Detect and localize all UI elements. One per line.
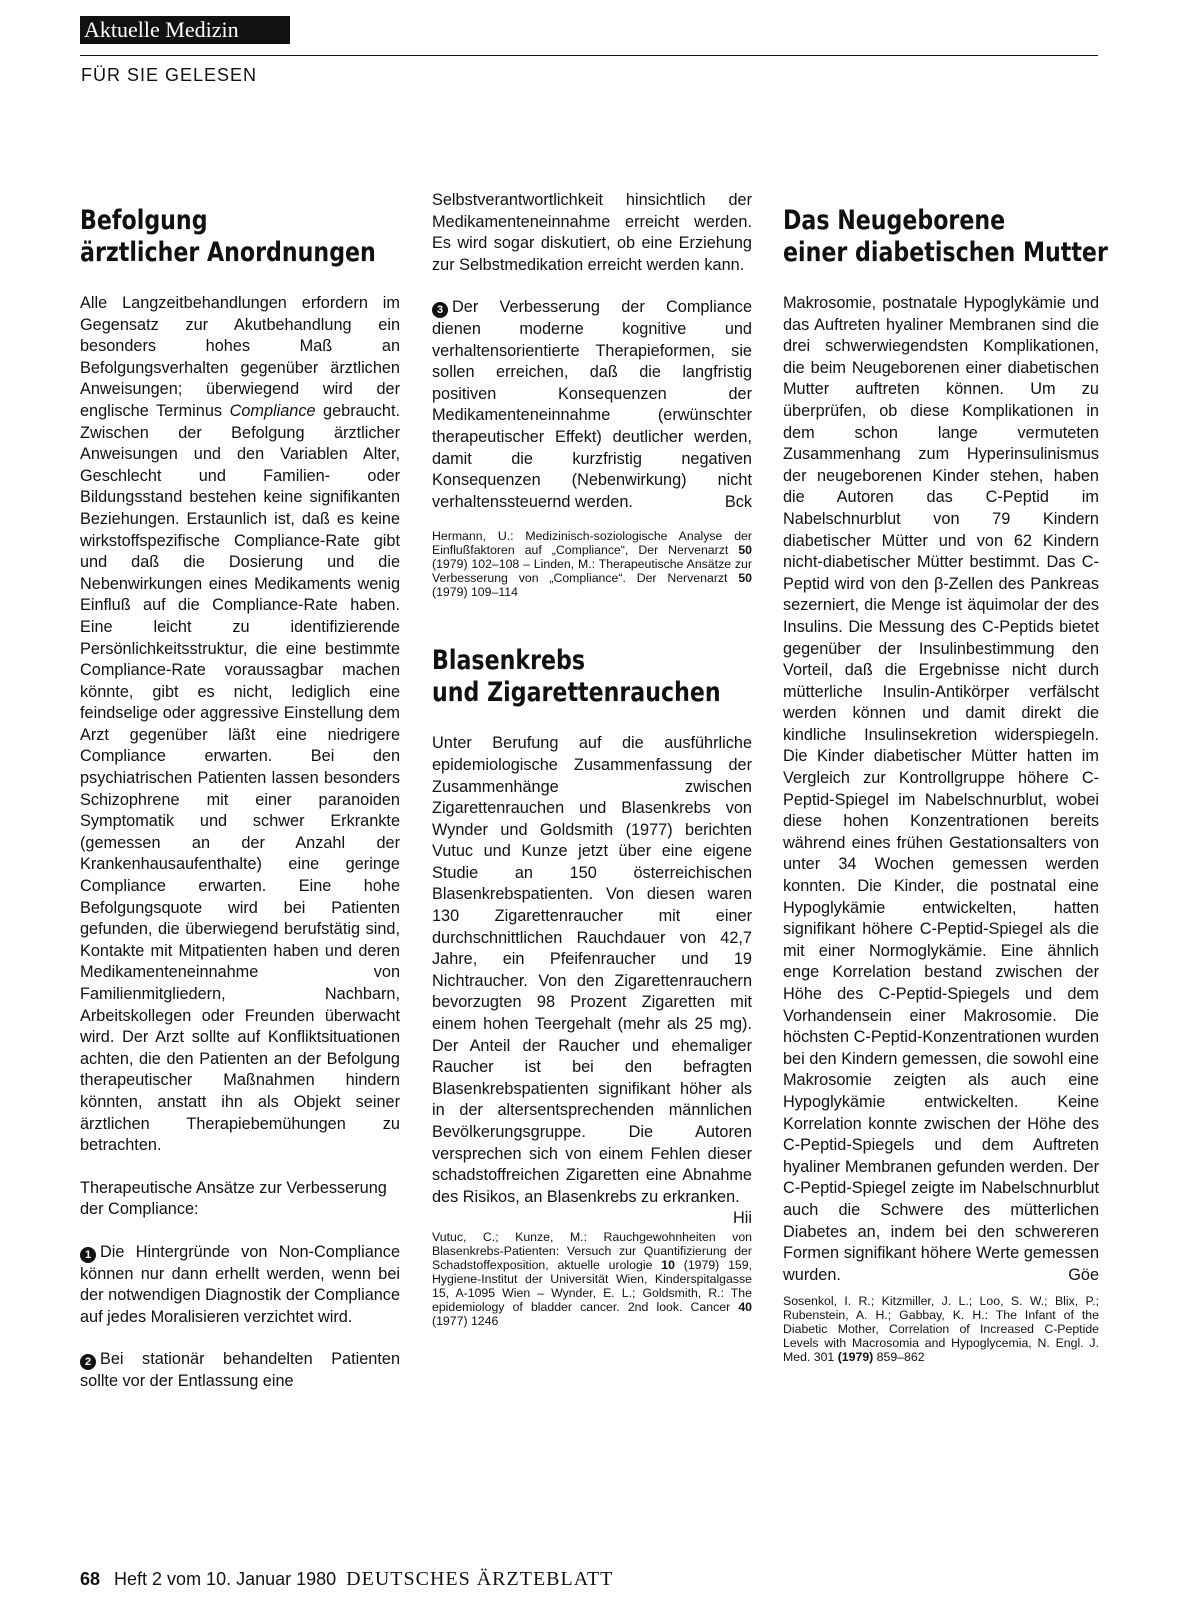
text-span: Unter Berufung auf die ausführliche epidemiologische Zusammenfassung der Zusammenhänge zwischen Zigarettenrauchen und Blasenkrebs von Wynder und Goldsmith (1977) berichten Vutuc und Kunze jetzt über eine eigene Studie an 150 österreichischen Blasenkrebspatienten. Von diesen waren 130 Zigarettenraucher mit einer durchschnittlichen Rauchdauer von 42,7 Jahre, ein Pfeifenraucher und 19 Nichtraucher. Von den Zigarettenrauchern bevorzugten 98 Prozent Zigaretten mit einem hohen Teergehalt (mehr als 25 mg). Der Anteil der Raucher und ehemaliger Raucher ist bei den befragten Blasenkrebspatienten signifikant höher als in der altersentsprechenden männlichen Bevölkerungsgruppe. Die Autoren versprechen sich von einem Fehlen dieser schadstoffreichen Zigaretten eine Abnahme des Risikos, an Blasenkrebs zu erkranken. [432,734,752,1206]
article-3-references [783,1294,1099,1364]
article-1-paragraph-2: Therapeutische Ansätze zur Verbesserung der Compliance: [80,1178,387,1219]
kicker: FÜR SIE GELESEN [81,65,258,85]
compliance-term: Compliance [229,401,316,420]
number-3-icon: 3 [432,302,448,318]
article-1-title [80,205,376,269]
text-span: (1979) 102–108 – Linden, M.: Therapeutische Ansätze zur Verbesserung von „Compliance“. Der Nervenarzt [432,557,752,586]
text-span: Alle Langzeitbehandlungen erfordern im Gegensatz zur Akutbehandlung ein besonders hohes Maß an Befolgungsverhalten gegenüber ärztlichen Anweisungen; überwiegend wird der englische Terminus [80,294,400,420]
volume: 40 [738,1299,752,1314]
number-2-icon: 2 [80,1354,96,1370]
column-2 [432,190,752,1328]
article-2-title-line-1: Blasenkrebs [432,645,586,677]
article-1-title-line-1: Befolgung [80,205,208,236]
article-3-title-line-2: einer diabetischen Mutter [783,237,1108,268]
text-span: Hermann, U.: Medizinisch-soziologische Analyse der Einflußfaktoren auf „Compliance“, Der Nervenarzt [432,529,752,558]
footer [80,1568,613,1591]
volume: 10 [661,1257,675,1272]
number-1-icon: 1 [80,1247,96,1263]
article-2-title [432,645,721,709]
article-1-title-line-2: ärztlicher Anordnungen [80,237,376,268]
text-span: Makrosomie, postnatale Hypoglykämie und das Auftreten hyaliner Membranen sind die drei schwerwiegendsten Komplikationen, die beim Neugeborenen einer diabetischen Mutter auftreten können. Um zu überprüfen, ob diese Komplikationen in dem schon lange vermuteten Zusammenhang zum Hyperinsulinismus der neugeborenen Kinder stehen, haben die Autoren das C-Peptid im Nabelschnurblut von 79 Kindern diabetischer Mütter und von 62 Kindern nicht-diabetischer Mütter bestimmt. Das C-Peptid wird von den β-Zellen des Pankreas sezerniert, die Menge ist äquimolar der des Insulins. Die Messung des C-Peptids bietet gegenüber der Insulinbestimmung den Vorteil, daß die Ergebnisse nicht durch mütterliche Insulin-Antikörper verfälscht werden können und damit direkt die kindliche Insulinsekretion widerspiegeln. Die Kinder diabetischer Mütter hatten im Vergleich zur Kontrollgruppe höhere C-Peptid-Spiegel im Nabelschnurblut, wobei diese hohen Konzentrationen bereits während eines frühen Gestationsalters von unter 34 Wochen gemessen werden konnten. Die Kinder, die postnatal eine Hypoglykämie entwickelten, hatten signifikant höhere C-Peptid-Spiegel als die mit einer Normoglykämie. Eine ähnlich enge Korrelation bestand zwischen der Höhe des C-Peptid-Spiegels und dem Vorhandensein einer Makrosomie. Die höchsten C-Peptid-Konzentrationen wurden bei den Kindern gemessen, die sowohl eine Makrosomie zeigten als auch eine Hypoglykämie entwickelten. Keine Korrelation konnte zwischen der Höhe des C-Peptid-Spiegels und dem Auftreten hyaliner Membranen gefunden werden. Der C-Peptid-Spiegel zeigte im Nabelschnurblut auch die Schwere des mütterlichen Diabetes an, indem bei den schwereren Formen signifikant höhere Werte gemessen wurden. [783,294,1099,1284]
column-3 [783,205,1108,1365]
article-2-references [432,1230,752,1328]
text-span: 859–862 [873,1350,925,1365]
article-2-signature: Hii [733,1209,752,1228]
article-2-body [432,733,752,1228]
article-1-point-1 [80,1242,400,1328]
text-span: Der Verbesserung der Compliance dienen moderne kognitive und verhaltensorientierte Therapieformen, sie sollen erreichen, daß die langfristig positiven Konsequenzen der Medikamenteneinnahme (erwünschter therapeutischer Effekt) deutlicher werden, damit die kurzfristig negativen Konsequenzen (Nebenwirkung) nicht verhaltenssteuernd werden. [432,298,752,511]
text-span: (1979) 159, Hygiene-Institut der Universität Wien, Kinderspitalgasse 15, A-1095 Wien – Wynder, E. L.; Goldsmith, R.: The epidemiology of bladder cancer. 2nd look. Cancer [432,1257,753,1314]
header-rule [80,55,1098,56]
article-1-paragraph-1 [80,293,400,1157]
text-span: Die Hintergründe von Non-Compliance können nur dann erhellt werden, wenn bei der notwendigen Diagnostik der Compliance auf jedes Moralisieren verzichtet wird. [80,1242,400,1326]
volume: 50 [738,543,752,558]
article-3-title-line-1: Das Neugeborene [783,205,1006,236]
text-span: Vutuc, C.; Kunze, M.: Rauchgewohnheiten von Blasenkrebs-Patienten: Versuch zur Quantifizierung der Schadstoffexposition, aktuelle urologie [432,1229,752,1272]
article-1-point-3 [432,297,752,513]
year: (1979) [837,1350,874,1365]
article-3-title [783,205,1108,269]
issue-info: Heft 2 vom 10. Januar 1980 [114,1569,337,1589]
text-span: Sosenkol, I. R.; Kitzmiller, J. L.; Loo, S. W.; Blix, P.; Rubenstein, A. H.; Gabbay, K. H.: The Infant of the Diabetic Mother, Correlation of Increased C-Peptide Levels with Macrosomia and Hypoglycemia, N. Engl. J. Med. 301 [783,1294,1099,1365]
text-span: (1979) 109–114 [432,585,518,600]
article-2-title-line-2: und Zigarettenrauchen [432,677,721,709]
volume: 50 [738,571,752,586]
article-3-signature: Göe [1068,1265,1099,1284]
journal-name: DEUTSCHES ÄRZTEBLATT [346,1568,614,1590]
page-number: 68 [80,1569,101,1589]
column-1 [80,205,400,1393]
section-label: Aktuelle Medizin [80,16,290,44]
article-1-references [432,529,752,599]
article-1-signature: Bck [724,492,752,511]
text-span: gebraucht. Zwischen der Befolgung ärztlicher Anweisungen und den Variablen Alter, Geschlecht und Familien- oder Bildungsstand bestehen keine signifikanten Beziehungen. Erstaunlich ist, daß es keine wirkstoffspezifische Compliance-Rate gibt und daß die Dosierung und die Nebenwirkungen eines Medikaments wenig Einfluß auf die Compliance-Rate haben. Eine leicht zu identifizierende Persönlichkeitsstruktur, die eine bestimmte Compliance-Rate voraussagbar machen könnte, gibt es nicht, lediglich eine feindselige oder aggressive Einstellung dem Arzt gegenüber läßt eine niedrigere Compliance erwarten. Bei den psychiatrischen Patienten lassen besonders Schizophrene mit einer paranoiden Symptomatik und schwer Erkrankte (gemessen an der Anzahl der Krankenhausaufenthalte) eine geringe Compliance erwarten. Eine hohe Befolgungsquote wird bei Patienten gefunden, die überwiegend berufstätig sind, Kontakte mit Mitpatienten haben und deren Medikamenteneinnahme von Familienmitgliedern, Nachbarn, Arbeitskollegen oder Freunden überwacht wird. Der Arzt sollte auf Konfliktsituationen achten, die den Patienten an der Befolgung therapeutischer Maßnahmen hindern könnten, anstatt ihn als Objekt seiner ärztlichen Therapiebemühungen zu betrachten. [80,401,400,1155]
article-1-point-2-cont: Selbstverantwortlichkeit hinsichtlich der Medikamenteneinnahme erreicht werden. Es wird sogar diskutiert, ob eine Erziehung zur Selbstmedikation erreicht werden kann. [432,191,752,274]
article-1-point-2-start [80,1349,400,1392]
article-3-body [783,293,1099,1286]
text-span: (1977) 1246 [432,1313,499,1328]
text-span: Bei stationär behandelten Patienten sollte vor der Entlassung eine [80,1350,400,1390]
